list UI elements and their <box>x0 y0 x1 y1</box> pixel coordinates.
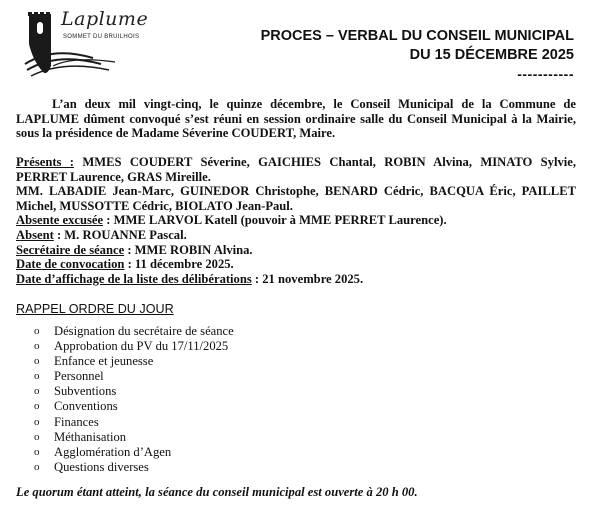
intro-paragraph: L’an deux mil vingt-cinq, le quinze décembre, le Conseil Municipal de la Commune de LAPLUME dûment convoqué s’est réuni en session ordinaire salle du Conseil Municipal à la Mairie, sous la présidence de Madame Séverine COUDERT, Maire. <box>16 97 576 141</box>
title-line-2: DU 15 DÉCEMBRE 2025 <box>409 47 574 63</box>
title-line-1: PROCES – VERBAL DU CONSEIL MUNICIPAL <box>260 28 574 44</box>
agenda-item: o Méthanisation <box>34 429 127 444</box>
title-separator: ----------- <box>517 66 574 82</box>
bullet-icon: o <box>34 355 40 368</box>
bullet-icon: o <box>34 445 40 458</box>
logo-name: Laplume <box>61 8 149 30</box>
secretaire-value: : MME ROBIN Alvina. <box>127 242 253 257</box>
excuse-line <box>16 213 576 228</box>
excuse-label: Absente excusée <box>16 213 104 228</box>
secretaire-label: Secrétaire de séance <box>16 242 125 257</box>
agenda-item: o Enfance et jeunesse <box>34 354 154 369</box>
agenda-item: o Personnel <box>34 369 104 384</box>
excuse-value: : MME LARVOL Katell (pouvoir à MME PERRET Laurence). <box>106 213 447 228</box>
bullet-icon: o <box>34 415 40 428</box>
agenda-item: o Conventions <box>34 399 118 414</box>
bullet-icon: o <box>34 340 40 353</box>
quorum-statement: Le quorum étant atteint, la séance du conseil municipal est ouverte à 20 h 00. <box>16 485 418 499</box>
attendance-block <box>16 155 576 286</box>
absent-value: : M. ROUANNE Pascal. <box>56 227 187 242</box>
convocation-line <box>16 257 576 272</box>
presents-women: MMES COUDERT Séverine, GAICHIES Chantal, ROBIN Alvina, MINATO Sylvie, PERRET Laurence, GRAS Mireille. <box>16 155 576 184</box>
affichage-line <box>16 272 576 287</box>
absent-line <box>16 228 576 243</box>
agenda-item: o Agglomération d’Agen <box>34 444 172 459</box>
agenda-item: o Désignation du secrétaire de séance <box>34 324 234 338</box>
laplume-logo <box>23 6 149 78</box>
bullet-icon: o <box>34 460 40 473</box>
affichage-label: Date d’affichage de la liste des délibérations <box>16 271 252 286</box>
document-title <box>261 27 574 65</box>
bullet-icon: o <box>34 325 40 337</box>
agenda-item: o Questions diverses <box>34 459 149 474</box>
secretaire-line <box>16 243 576 258</box>
bullet-icon: o <box>34 400 40 413</box>
agenda-heading: RAPPEL ORDRE DU JOUR <box>16 302 174 316</box>
bullet-icon: o <box>34 370 40 383</box>
agenda-item: o Finances <box>34 414 99 429</box>
presents-line <box>16 155 576 184</box>
agenda-list <box>34 324 234 475</box>
convocation-label: Date de convocation <box>16 257 125 272</box>
presents-men: MM. LABADIE Jean-Marc, GUINEDOR Christophe, BENARD Cédric, BACQUA Éric, PAILLET Michel, MUSSOTTE Cédric, BIOLATO Jean-Paul. <box>16 184 576 213</box>
presents-label: Présents : <box>16 155 74 169</box>
logo-subtitle: SOMMET DU BRUILHOIS <box>63 34 140 40</box>
bullet-icon: o <box>34 385 40 398</box>
bullet-icon: o <box>34 430 40 443</box>
convocation-value: : 11 décembre 2025. <box>127 257 234 272</box>
agenda-item: o Approbation du PV du 17/11/2025 <box>34 339 229 354</box>
affichage-value: : 21 novembre 2025. <box>254 271 364 286</box>
agenda-item: o Subventions <box>34 384 117 399</box>
absent-label: Absent <box>16 227 54 242</box>
